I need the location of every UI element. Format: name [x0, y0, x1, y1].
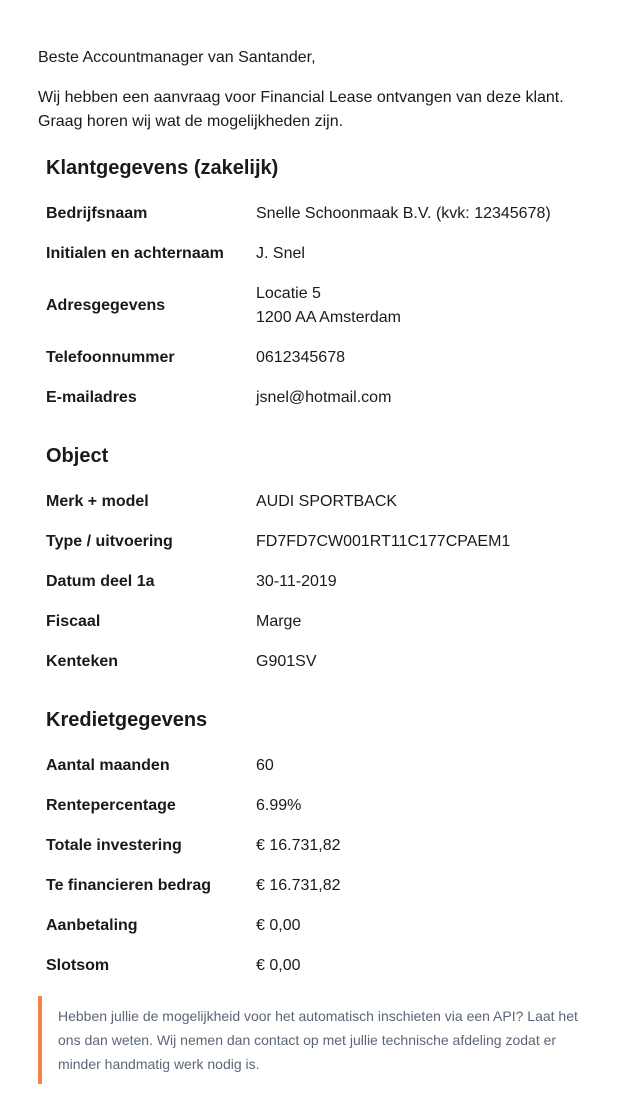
downpayment-value: € 0,00: [256, 917, 301, 934]
fiscal-value: Marge: [256, 613, 302, 630]
phone-row: [46, 338, 586, 378]
company-label: Bedrijfsnaam: [46, 205, 148, 222]
greeting: Beste Accountmanager van Santander,: [38, 49, 316, 66]
name-label: Initialen en achternaam: [46, 245, 224, 262]
date-row: [46, 562, 586, 602]
email-label: E-mailadres: [46, 389, 137, 406]
months-row: [46, 746, 586, 786]
investment-label: Totale investering: [46, 837, 182, 854]
investment-row: [46, 826, 586, 866]
downpayment-label: Aanbetaling: [46, 917, 138, 934]
address-line-1: Locatie 5: [256, 285, 321, 302]
phone-value: 0612345678: [256, 349, 345, 366]
rate-value: 6.99%: [256, 797, 302, 814]
months-value: 60: [256, 757, 274, 774]
intro-text: [38, 86, 598, 134]
intro-line-2: Graag horen wij wat de mogelijkheden zijn.: [38, 113, 344, 130]
name-row: [46, 234, 586, 274]
email-row: [46, 378, 586, 418]
company-row: [46, 194, 586, 234]
address-label: Adresgegevens: [46, 297, 166, 314]
rate-label: Rentepercentage: [46, 797, 176, 814]
investment-value: € 16.731,82: [256, 837, 341, 854]
type-row: [46, 522, 586, 562]
months-label: Aantal maanden: [46, 757, 170, 774]
address-value: [256, 282, 401, 330]
company-value: Snelle Schoonmaak B.V. (kvk: 12345678): [256, 205, 551, 222]
finance-value: € 16.731,82: [256, 877, 341, 894]
plate-row: [46, 642, 586, 682]
intro-line-1: Wij hebben een aanvraag voor Financial Lease ontvangen van deze klant.: [38, 89, 564, 106]
brand-value: AUDI SPORTBACK: [256, 493, 398, 510]
api-callout: Hebben jullie de mogelijkheid voor het automatisch inschieten via een API? Laat het ons dan weten. Wij nemen dan contact op met jullie technische afdeling zodat er minder handmatig werk nodig is.: [38, 996, 583, 1084]
object-section: [46, 442, 586, 682]
date-label: Datum deel 1a: [46, 573, 155, 590]
plate-value: G901SV: [256, 653, 317, 670]
email-value: jsnel@hotmail.com: [256, 389, 392, 406]
downpayment-row: [46, 906, 586, 946]
final-value: € 0,00: [256, 957, 301, 974]
customer-section-title: Klantgegevens (zakelijk): [46, 157, 279, 179]
date-value: 30-11-2019: [256, 573, 337, 590]
phone-label: Telefoonnummer: [46, 349, 175, 366]
name-value: J. Snel: [256, 245, 305, 262]
fiscal-row: [46, 602, 586, 642]
fiscal-label: Fiscaal: [46, 613, 101, 630]
plate-label: Kenteken: [46, 653, 119, 670]
type-value: FD7FD7CW001RT11C177CPAEM1: [256, 533, 511, 550]
brand-row: [46, 482, 586, 522]
address-line-2: 1200 AA Amsterdam: [256, 309, 401, 326]
credit-section: [46, 706, 586, 986]
customer-section: [46, 154, 586, 418]
final-row: [46, 946, 586, 986]
brand-label: Merk + model: [46, 493, 149, 510]
address-row: [46, 274, 586, 338]
final-label: Slotsom: [46, 957, 110, 974]
object-section-title: Object: [46, 445, 109, 467]
rate-row: [46, 786, 586, 826]
finance-row: [46, 866, 586, 906]
credit-section-title: Kredietgegevens: [46, 709, 208, 731]
finance-label: Te financieren bedrag: [46, 877, 212, 894]
type-label: Type / uitvoering: [46, 533, 173, 550]
